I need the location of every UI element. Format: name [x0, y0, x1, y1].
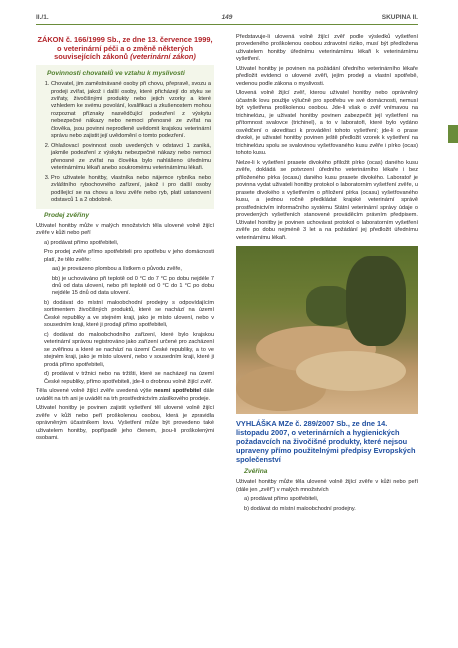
duty-item: 3. Pro uživatele honitby, vlastníka nebo nájemce rybníka nebo zvláštního rybochovného zařízení, jakož i pro další osoby podílející se na chovu a lovu zvěře nebo ryb, platí ustanovení odstavců 1 a 2 obdobně. — [51, 175, 211, 205]
inspection-paragraph: Uživatel honitby je povinen zajistit vyšetření těl ulovené volně žijící zvěře v kůži nebo peří proškolenou osobou, která je zpravidla oprávněným účastníkem lovu. Vyšetření může být provedeno také uživatelem honitby, popřípadě jeho členem, jsou-li proškolenými osobami. — [36, 405, 214, 442]
zverina-item-a: a) prodávat přímo spotřebiteli, — [244, 496, 319, 503]
header-section: II./1. — [36, 14, 49, 21]
consumer-paragraph: Těla ulovené volně žijící zvěře uvedená výše nesmí spotřebitel dále uvádět na trh ani je uvádět na trh prostřednictvím zásilkového prodeje. — [36, 388, 214, 402]
chapter-tab — [448, 125, 458, 143]
law-heading: ZÁKON č. 166/1999 Sb., ze dne 13. července 1999, o veterinární péči a o změně některých souvisejících zákonů (veterinární zákon) — [37, 35, 213, 62]
decree-heading: VYHLÁŠKA MZe č. 289/2007 Sb., ze dne 14. listopadu 2007, o veterinárních a hygienických požadavcích na živočišné produkty, které nejsou upraveny přímo použitelnými předpisy Evropských společenství — [236, 419, 416, 464]
zverina-item-b: b) dodávat do místní maloobchodní prodejny. — [244, 505, 356, 512]
risk-paragraph: Představuje-li ulovená volně žijící zvěř podle výsledků vyšetření provedeného proškolenou osobou zdravotní riziko, musí být předložena uživatelem honitby úřednímu veterinárnímu lékaři k veterinárnímu vyšetření. — [236, 34, 418, 63]
left-column — [36, 34, 214, 445]
page-number: 149 — [221, 14, 233, 21]
item-b: b) dodávat do místní maloobchodní prodejny s odpovídajícím sortimentem živočišných produktů, které se nachází na území České republiky a ve stejném kraji, jako je místo ulovení, nebo v sousedním kraji, které ji prodají přímo spotřebiteli, — [44, 299, 214, 329]
header-rule — [36, 24, 418, 25]
records-paragraph: Uživatel honitby je povinen na požádání úředního veterinárního lékaře předložit evidenci o ulovené zvěři, jejím prodeji a vlastní spotřebě, vedenou podle zákona o myslivosti. — [236, 65, 418, 87]
item-a-text: Pro prodej zvěře přímo spotřebiteli pro spotřebu v jeho domácnosti platí, že tělo zvěře: — [44, 249, 214, 263]
duties-box — [36, 65, 214, 209]
item-c: c) dodávat do maloobchodního zařízení, které bylo krajskou veterinární správou registrováno jako zařízení určené pro zacházení se zvěřinou a které se nachází na území České republiky, a to ve stejném kraji, jako je místo ulovení, nebo v sousedním kraji, které ji prodá přímo spotřebiteli, — [44, 331, 214, 368]
duty-item: 1. Chovatel, jim zaměstnávané osoby při chovu, přepravě, svozu a prodeji zvířat, jakož i další osoby, které přicházejí do styku se zvířaty, živočišnými produkty nebo jejich vzorky a které vzhledem ke svému povolání, kvalifikaci a zkušenostem mohou rozpoznat příznaky nasvědčující podezření z výskytu nebezpečné nákazy nebo nemoci přenosné ze zvířat na člověka, jsou povinni neprodleně uvědomit krajskou veterinární správu nebo zajistit její uvědomění o tomto podezření. — [51, 81, 211, 141]
duties-heading: Povinnosti chovatelů ve vztahu k myslivosti — [47, 70, 185, 78]
right-column — [236, 34, 418, 515]
item-aa: aa) je provázeno plombou a lístkem o původu zvěře, — [52, 266, 182, 273]
zverina-heading: Zvěřina — [244, 468, 268, 476]
consumer-bold: nesmí spotřebitel — [153, 388, 202, 395]
zverina-text: Uživatel honitby může těla ulovené volně žijící zvěře v kůži nebo peří (dále jen „zvěř“) v malých množstvích — [236, 479, 418, 493]
item-a: a) prodávat přímo spotřebiteli, — [44, 239, 119, 246]
home-use-paragraph: Ulovená volně žijící zvěř, kterou uživatel honitby nebo oprávněný účastník lovu použije výlučně pro spotřebu ve své domácnosti, nemusí být vyšetřena proškolenou osobou. Jde-li však o zvěř vnímavou na trichinelózu, je uživatel honitby povinen zabezpečit její vyšetření na přítomnost svalovce (trichinel), a to v laboratoři, které bylo vydáno osvědčení o akreditaci k provádění tohoto vyšetření; jde-li o prase divoké, je uživatel honitby povinen ještě předložit vzorek k vyšetření na trichinelózu spolu se svalovinou vyšetřovaného kusu zvěře i pírko (ocas) tohoto kusu. — [236, 90, 418, 157]
item-bb: bb) je uchováváno při teplotě od 0 °C do 7 °C po dobu nejdéle 7 dnů od data ulovení, nebo při teplotě od 0 °C do 1 °C po dobu nejdéle 15 dnů od data ulovení. — [52, 275, 214, 297]
header-group: SKUPINA II. — [381, 14, 418, 21]
item-d: d) prodávat v tržnici nebo na tržišti, které se nacházejí na území České republiky, přímo spotřebiteli, jde-li o drobnou volně žijící zvěř. — [44, 371, 214, 385]
duties-list — [39, 81, 211, 205]
law-heading-italic: (veterinární zákon) — [130, 52, 196, 62]
sale-heading: Prodej zvěřiny — [44, 211, 90, 219]
hunting-photo — [236, 246, 418, 414]
duty-item: 2. Ohlašovací povinnost osob uvedených v odstavci 1 zaniká, jakmile podezření z výskytu nebezpečné nákazy nebo nemoci přenosné ze zvířat na člověka bylo nahlášeno úřednímu veterinárnímu lékaři anebo soukromému veterinárnímu lékaři. — [51, 143, 211, 173]
sale-intro: Uživatel honitby může v malých množstvích těla ulovené volně žijící zvěře v kůži nebo peří — [36, 222, 214, 237]
lab-paragraph: Nelze-li k vyšetření prasete divokého přiložit pírko (ocas) daného kusu zvěře, dokládá se potvrzení úředního veterinárního lékaře i bez přiloženého pírka (ocasu) daného kusu prasete divokého. Laboratoř je povinna vydat uživateli honitby protokol o laboratorním vyšetření zvěře, u prasete divokého s vyšetřením o přiložení pírka (ocasu) vyšetřovaného kusu, a jednou ročně předkládat krajské veterinární správě prostřednictvím informačního systému Státní veterinární správy údaje o provedených vyšetřeních stanovené prováděcím právním předpisem. Uživatel honitby je povinen uchovávat protokol o laboratorním vyšetření zvěře po dobu nejméně 3 let a na požádání jej předložit úřednímu veterinárnímu lékaři. — [236, 159, 418, 241]
